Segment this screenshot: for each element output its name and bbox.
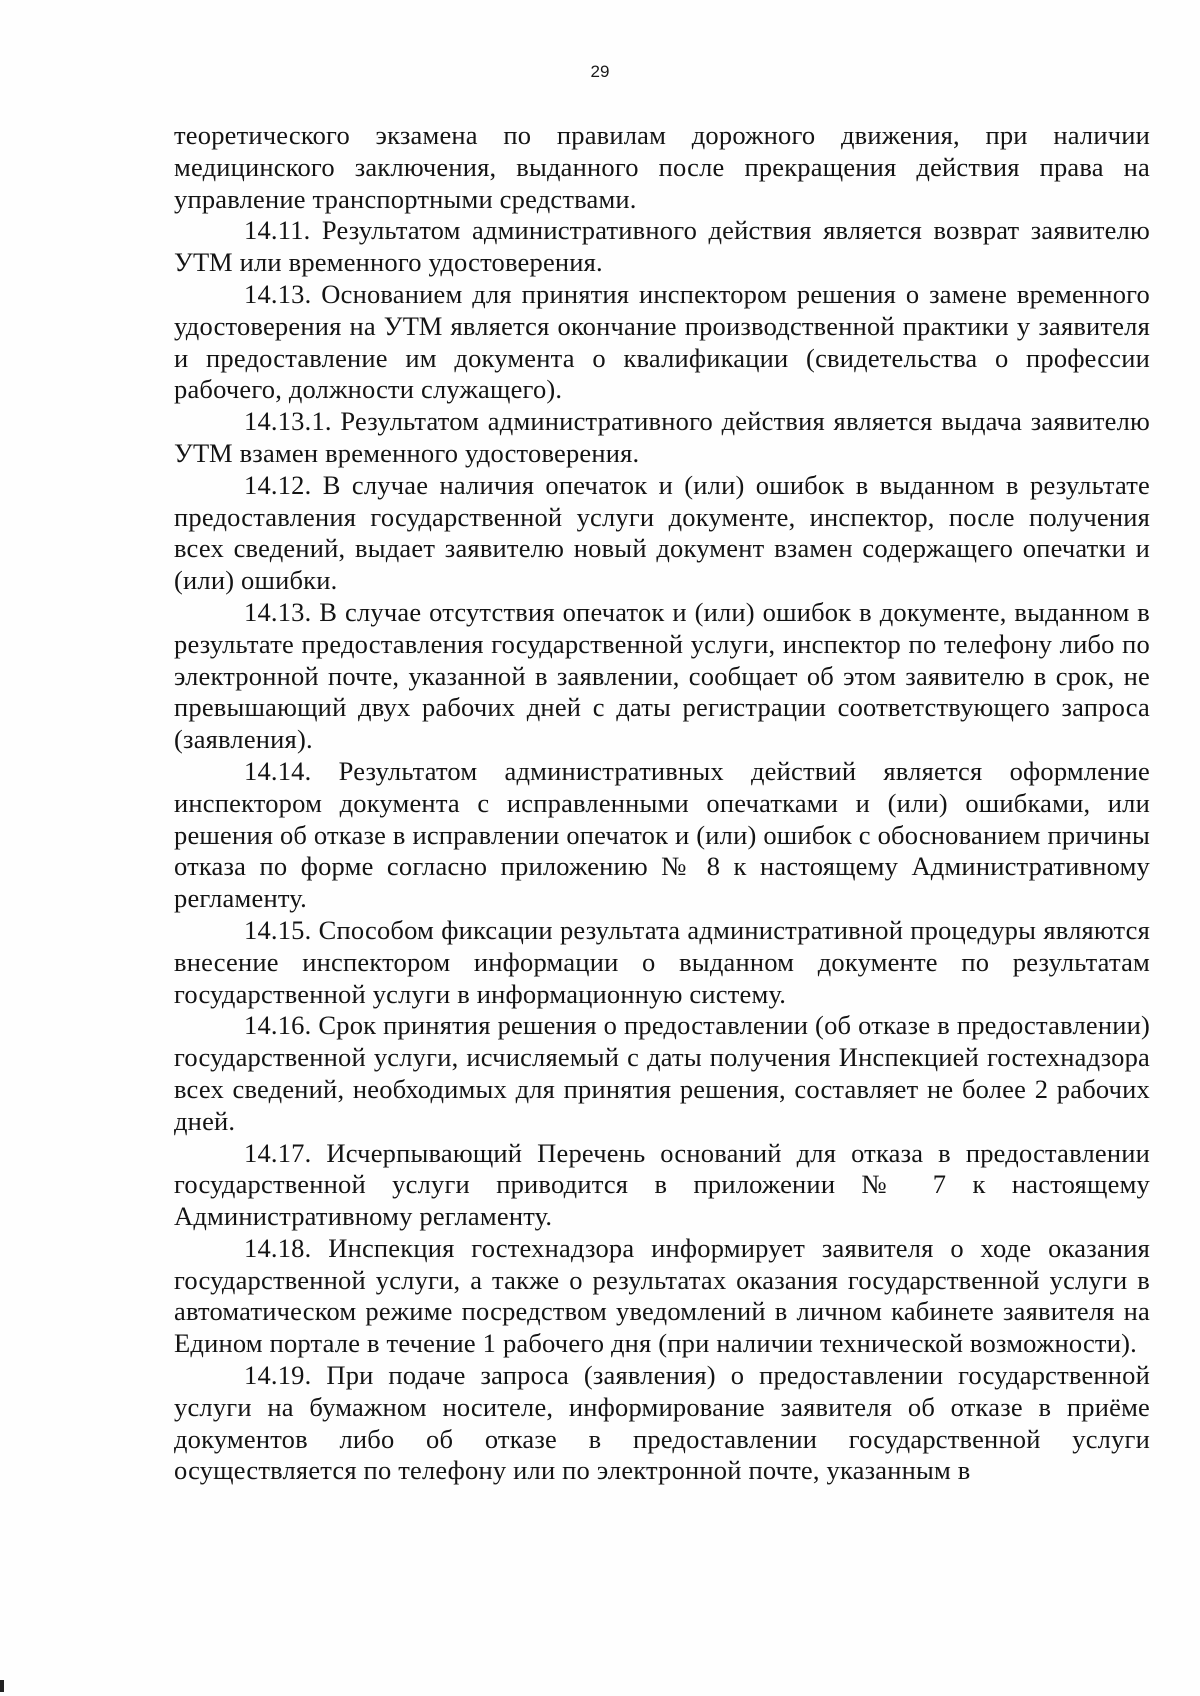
page-number: 29 (590, 62, 610, 81)
paragraph-14-18: 14.18. Инспекция гостехнадзора информирует заявителя о ходе оказания государственной услуги, а также о результатах оказания государственной услуги в автоматическом режиме посредством уведомлений в личном кабинете заявителя на Едином портале в течение 1 рабочего дня (при наличии технической возможности). (174, 1232, 1150, 1359)
paragraph-14-17: 14.17. Исчерпывающий Перечень оснований для отказа в предоставлении государственной услуги приводится в приложении № 7 к настоящему Административному регламенту. (174, 1137, 1150, 1232)
document-body (174, 120, 1150, 1487)
paragraph-14-13: 14.13. Основанием для принятия инспектором решения о замене временного удостоверения на УТМ является окончание производственной практики у заявителя и предоставление им документа о квалификации (свидетельства о профессии рабочего, должности служащего). (174, 278, 1150, 405)
paragraph-14-12: 14.12. В случае наличия опечаток и (или) ошибок в выданном в результате предоставления государственной услуги документе, инспектор, после получения всех сведений, выдает заявителю новый документ взамен содержащего опечатки и (или) ошибки. (174, 469, 1150, 596)
paragraph-14-15: 14.15. Способом фиксации результата административной процедуры являются внесение инспектором информации о выданном документе по результатам государственной услуги в информационную систему. (174, 914, 1150, 1009)
paragraph-14-13-second: 14.13. В случае отсутствия опечаток и (или) ошибок в документе, выданном в результате предоставления государственной услуги, инспектор по телефону либо по электронной почте, указанной в заявлении, сообщает об этом заявителю в срок, не превышающий двух рабочих дней с даты регистрации соответствующего запроса (заявления). (174, 596, 1150, 755)
scan-edge-mark (0, 1680, 4, 1692)
paragraph-14-16: 14.16. Срок принятия решения о предоставлении (об отказе в предоставлении) государственной услуги, исчисляемый с даты получения Инспекцией гостехнадзора всех сведений, необходимых для принятия решения, составляет не более 2 рабочих дней. (174, 1010, 1150, 1136)
paragraph-14-11: 14.11. Результатом административного действия является возврат заявителю УТМ или временного удостоверения. (174, 215, 1150, 278)
paragraph-continuation: теоретического экзамена по правилам дорожного движения, при наличии медицинского заключения, выданного после прекращения действия права на управление транспортными средствами. (174, 120, 1150, 214)
paragraph-14-13-1: 14.13.1. Результатом административного действия является выдача заявителю УТМ взамен временного удостоверения. (174, 406, 1150, 468)
paragraph-14-14: 14.14. Результатом административных действий является оформление инспектором документа с исправленными опечатками и (или) ошибками, или решения об отказе в исправлении опечаток и (или) ошибок с обоснованием причины отказа по форме согласно приложению № 8 к настоящему Административному регламенту. (174, 755, 1150, 914)
paragraph-14-19: 14.19. При подаче запроса (заявления) о предоставлении государственной услуги на бумажном носителе, информирование заявителя об отказе в приёме документов либо об отказе в предоставлении государственной услуги осуществляется по телефону или по электронной почте, указанным в (174, 1360, 1150, 1486)
